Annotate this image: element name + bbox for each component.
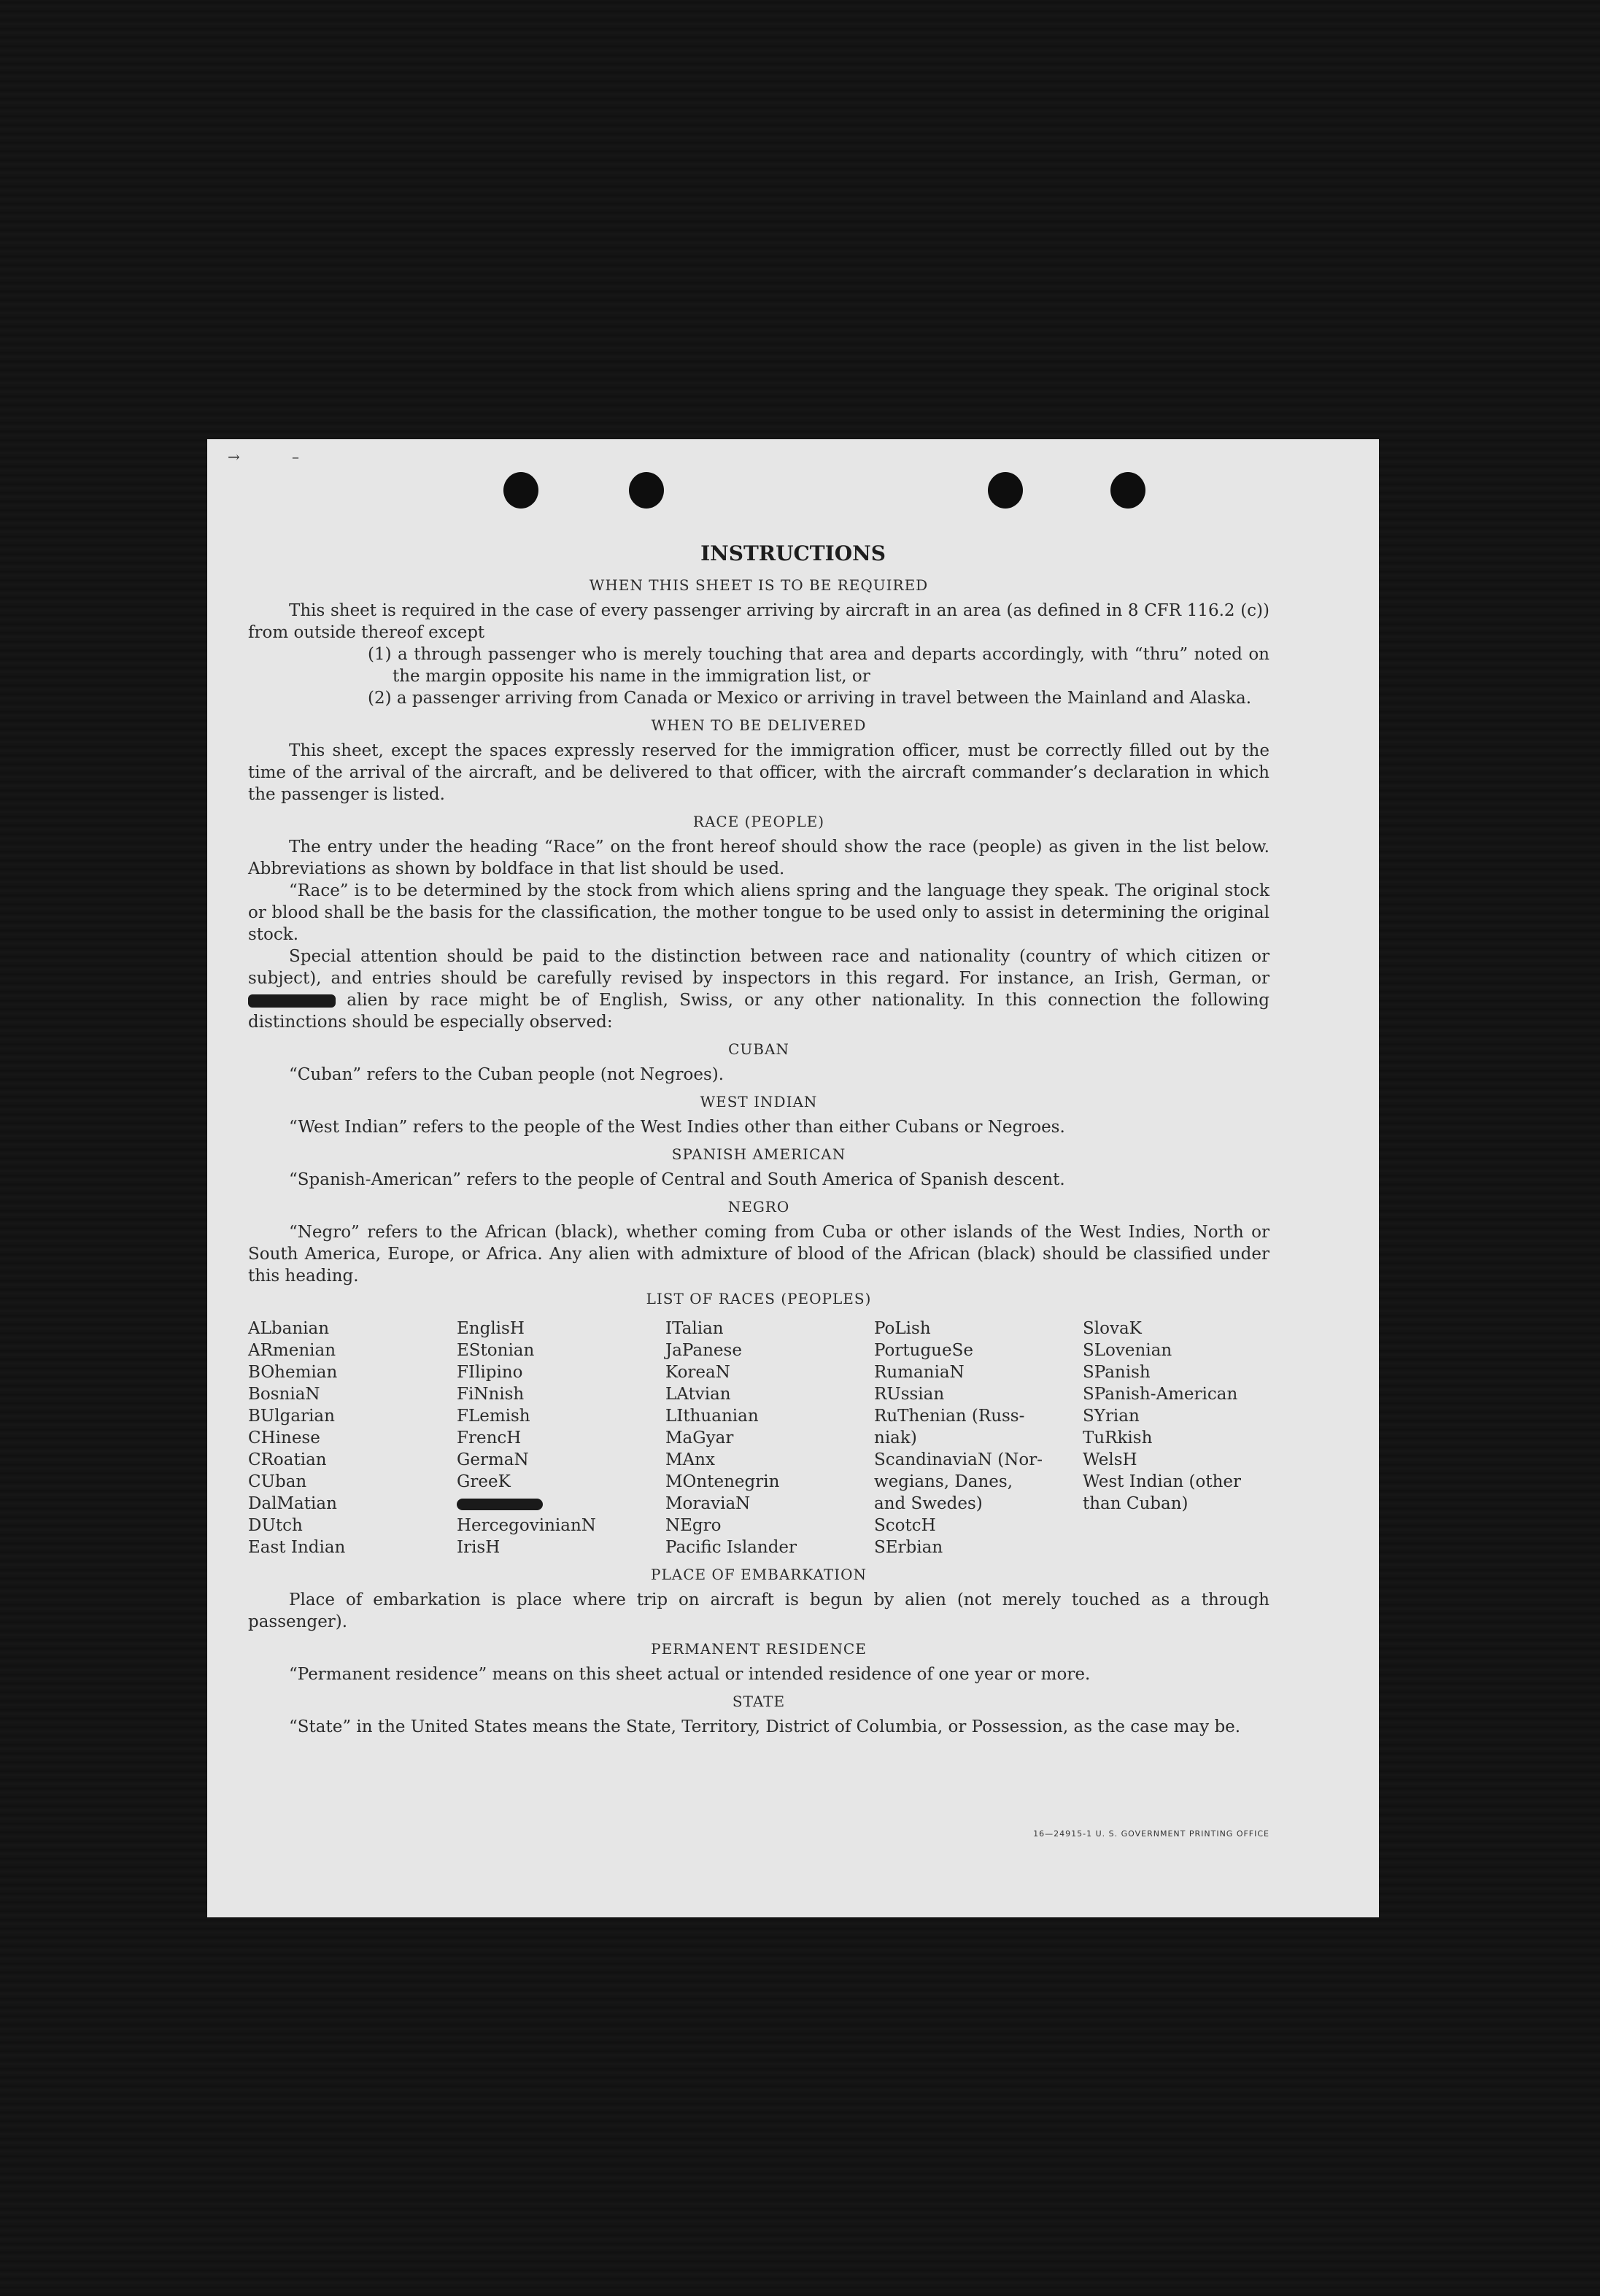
- paragraph: The entry under the heading “Race” on the front hereof should show the race (people) as given in the list below. Abbreviations as shown by boldface in that list should be used.: [248, 838, 1269, 878]
- race-entry: LAtvian: [665, 1385, 731, 1404]
- section-heading: NEGRO: [727, 1198, 790, 1215]
- section-heading: CUBAN: [728, 1040, 789, 1058]
- redacted-race-entry: [457, 1493, 665, 1515]
- race-entry: PortugueSe: [874, 1341, 973, 1360]
- race-entry: and Swedes): [874, 1494, 983, 1513]
- race-entry: SYrian: [1083, 1407, 1140, 1426]
- race-entry: FiNnish: [457, 1385, 525, 1404]
- race-entry: KoreaN: [665, 1363, 730, 1382]
- section-heading: SPANISH AMERICAN: [671, 1145, 846, 1163]
- paragraph: “Spanish-American” refers to the people of Central and South America of Spanish descent.: [289, 1170, 1065, 1189]
- race-entry: SErbian: [874, 1538, 943, 1557]
- paragraph: “Race” is to be determined by the stock from which aliens spring and the language they speak. The original stock or blood shall be the basis for the classification, the mother tongue to be used only to assist in determining the original stock.: [248, 881, 1269, 944]
- redaction-mark: [457, 1499, 543, 1510]
- race-list: [248, 1318, 1269, 1558]
- mark: –: [292, 448, 299, 465]
- paragraph-text: alien by race might be of English, Swiss, or any other nationality. In this connection the following distinctions should be especially observed:: [248, 991, 1269, 1032]
- race-entry: DUtch: [248, 1516, 303, 1535]
- race-column: [457, 1318, 665, 1558]
- paragraph: This sheet is required in the case of every passenger arriving by aircraft in an area (as defined in 8 CFR 116.2 (c)) from outside thereof except: [248, 601, 1269, 642]
- race-entry: GermaN: [457, 1450, 529, 1469]
- race-entry: FIlipino: [457, 1363, 523, 1382]
- race-entry: West Indian (other: [1083, 1472, 1242, 1491]
- paragraph: This sheet, except the spaces expressly reserved for the immigration officer, must be correctly filled out by the time of the arrival of the aircraft, and be delivered to that officer, with the aircraft commander’s declaration in which the passenger is listed.: [248, 741, 1269, 804]
- punch-hole: [988, 472, 1023, 509]
- race-entry: wegians, Danes,: [874, 1472, 1013, 1491]
- page-title: INSTRUCTIONS: [700, 541, 886, 565]
- section-heading: WEST INDIAN: [700, 1093, 818, 1110]
- race-entry: TuRkish: [1083, 1429, 1153, 1447]
- section-heading: RACE (PEOPLE): [692, 813, 825, 830]
- race-entry: FrencH: [457, 1429, 522, 1447]
- paragraph: Place of embarkation is place where trip on aircraft is begun by alien (not merely touched as a through passenger).: [248, 1590, 1269, 1631]
- race-column: [874, 1318, 1083, 1558]
- race-entry: Pacific Islander: [665, 1538, 797, 1557]
- race-entry: NEgro: [665, 1516, 722, 1535]
- race-entry: GreeK: [457, 1472, 511, 1491]
- race-entry: ITalian: [665, 1319, 724, 1338]
- paragraph: “West Indian” refers to the people of the West Indies other than either Cubans or Negroes.: [289, 1118, 1065, 1137]
- punch-hole: [1110, 472, 1145, 509]
- race-entry: ScotcH: [874, 1516, 936, 1535]
- section-heading: LIST OF RACES (PEOPLES): [646, 1290, 872, 1307]
- list-item: (2) a passenger arriving from Canada or Mexico or arriving in travel between the Mainland and Alaska.: [368, 689, 1252, 708]
- race-entry: WelsH: [1083, 1450, 1137, 1469]
- race-entry: JaPanese: [665, 1341, 742, 1360]
- race-entry: SLovenian: [1083, 1341, 1172, 1360]
- race-entry: RuThenian (Russ-: [874, 1407, 1025, 1426]
- instruction-sheet: [207, 439, 1379, 1917]
- mark: →: [228, 448, 240, 465]
- paragraph-text: Special attention should be paid to the distinction between race and nationality (country of which citizen or subject), and entries should be carefully revised by inspectors in this regard. For instance, an Irish, German, or: [248, 947, 1269, 988]
- race-entry: RumaniaN: [874, 1363, 965, 1382]
- race-entry: DalMatian: [248, 1494, 337, 1513]
- race-entry: SPanish: [1083, 1363, 1151, 1382]
- race-entry: RUssian: [874, 1385, 945, 1404]
- section-heading: WHEN TO BE DELIVERED: [651, 716, 867, 734]
- race-entry: ALbanian: [248, 1319, 330, 1338]
- paragraph: “Negro” refers to the African (black), whether coming from Cuba or other islands of the West Indies, North or South America, Europe, or Africa. Any alien with admixture of blood of the African (black) should be classified under this heading.: [248, 1223, 1269, 1286]
- race-entry: PoLish: [874, 1319, 931, 1338]
- race-entry: niak): [874, 1429, 917, 1447]
- race-entry: BOhemian: [248, 1363, 338, 1382]
- race-entry: BUlgarian: [248, 1407, 335, 1426]
- section-heading: STATE: [732, 1693, 786, 1710]
- section-heading: WHEN THIS SHEET IS TO BE REQUIRED: [589, 576, 929, 594]
- paragraph: “Permanent residence” means on this sheet actual or intended residence of one year or more.: [289, 1665, 1091, 1684]
- race-entry: CUban: [248, 1472, 307, 1491]
- race-entry: HercegovinianN: [457, 1516, 596, 1535]
- race-entry: ScandinaviaN (Nor-: [874, 1450, 1043, 1469]
- race-entry: BosniaN: [248, 1385, 320, 1404]
- race-column: [1083, 1318, 1272, 1558]
- redaction-mark: [248, 994, 336, 1008]
- race-entry: CRoatian: [248, 1450, 327, 1469]
- race-entry: EnglisH: [457, 1319, 525, 1338]
- list-item: (1) a through passenger who is merely touching that area and departs accordingly, with “thru” noted on the margin opposite his name in the immigration list, or: [368, 645, 1269, 686]
- race-entry: EStonian: [457, 1341, 535, 1360]
- race-entry: East Indian: [248, 1538, 346, 1557]
- section-heading: PERMANENT RESIDENCE: [651, 1640, 867, 1658]
- race-entry: FLemish: [457, 1407, 530, 1426]
- race-entry: LIthuanian: [665, 1407, 759, 1426]
- printing-office-code: 16—24915-1 U. S. GOVERNMENT PRINTING OFFICE: [1033, 1829, 1269, 1839]
- race-entry: MaGyar: [665, 1429, 734, 1447]
- section-heading: PLACE OF EMBARKATION: [651, 1566, 867, 1583]
- race-entry: MOntenegrin: [665, 1472, 780, 1491]
- race-entry: SPanish-American: [1083, 1385, 1238, 1404]
- paragraph: “State” in the United States means the State, Territory, District of Columbia, or Possession, as the case may be.: [289, 1717, 1241, 1736]
- punch-hole: [503, 472, 538, 509]
- race-column: [248, 1318, 457, 1558]
- race-column: [665, 1318, 874, 1558]
- punch-hole: [629, 472, 664, 509]
- race-entry: MoraviaN: [665, 1494, 751, 1513]
- race-entry: CHinese: [248, 1429, 320, 1447]
- race-entry: than Cuban): [1083, 1494, 1189, 1513]
- paragraph: [248, 946, 1269, 1033]
- race-entry: MAnx: [665, 1450, 715, 1469]
- race-entry: SlovaK: [1083, 1319, 1142, 1338]
- instructions-body: [248, 569, 1269, 1738]
- race-entry: IrisH: [457, 1538, 501, 1557]
- race-entry: ARmenian: [248, 1341, 336, 1360]
- paragraph: “Cuban” refers to the Cuban people (not Negroes).: [289, 1065, 724, 1084]
